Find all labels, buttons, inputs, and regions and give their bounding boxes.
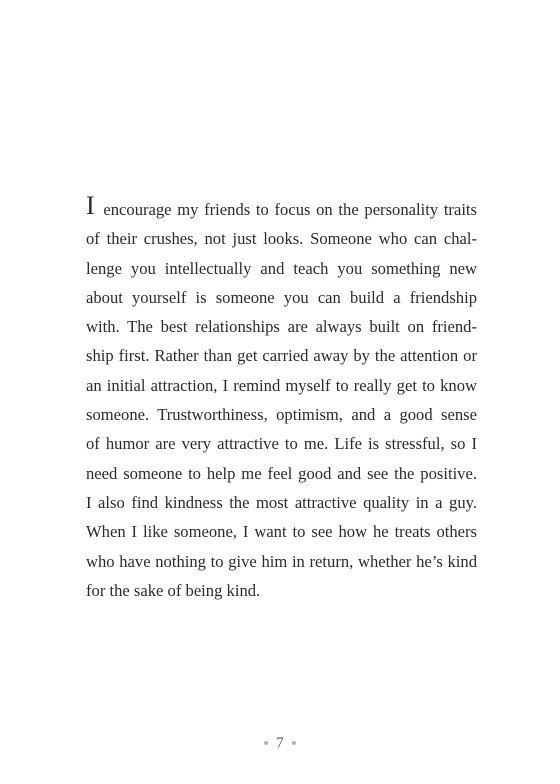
paragraph-line-3: lenge you intellectually and teach you something new bbox=[86, 258, 477, 278]
paragraph-line-4: about yourself is someone you can build a friendship bbox=[86, 287, 477, 307]
folio-dot-right bbox=[292, 741, 296, 745]
paragraph-line-14: for the sake of being kind. bbox=[86, 580, 261, 600]
paragraph-line-7: an initial attraction, I remind myself to really get to know bbox=[86, 375, 477, 395]
paragraph-line-5: with. The best relationships are always built on friend- bbox=[86, 317, 477, 337]
page-footer bbox=[0, 733, 560, 753]
paragraph-line-2: of their crushes, not just looks. Someone who can chal- bbox=[86, 229, 477, 249]
paragraph-line-11: I also find kindness the most attractive quality in a guy. bbox=[86, 492, 477, 512]
paragraph-line-1 bbox=[86, 191, 477, 224]
paragraph-line-6: ship first. Rather than get carried away by the attention or bbox=[86, 346, 477, 366]
drop-cap: I bbox=[86, 191, 95, 220]
paragraph-line-13: who have nothing to give him in return, whether he’s kind bbox=[86, 551, 477, 571]
folio-dot-left bbox=[264, 741, 268, 745]
paragraph-line-9: of humor are very attractive to me. Life is stressful, so I bbox=[86, 434, 477, 454]
paragraph-line-12: When I like someone, I want to see how he treats others bbox=[86, 522, 477, 542]
page-number: 7 bbox=[276, 735, 284, 751]
paragraph-line-8: someone. Trustworthiness, optimism, and a good sense bbox=[86, 405, 477, 425]
body-paragraph bbox=[86, 191, 477, 605]
paragraph-line-10: need someone to help me feel good and see the positive. bbox=[86, 463, 477, 483]
paragraph-line-text: encourage my friends to focus on the personality traits bbox=[97, 200, 477, 219]
